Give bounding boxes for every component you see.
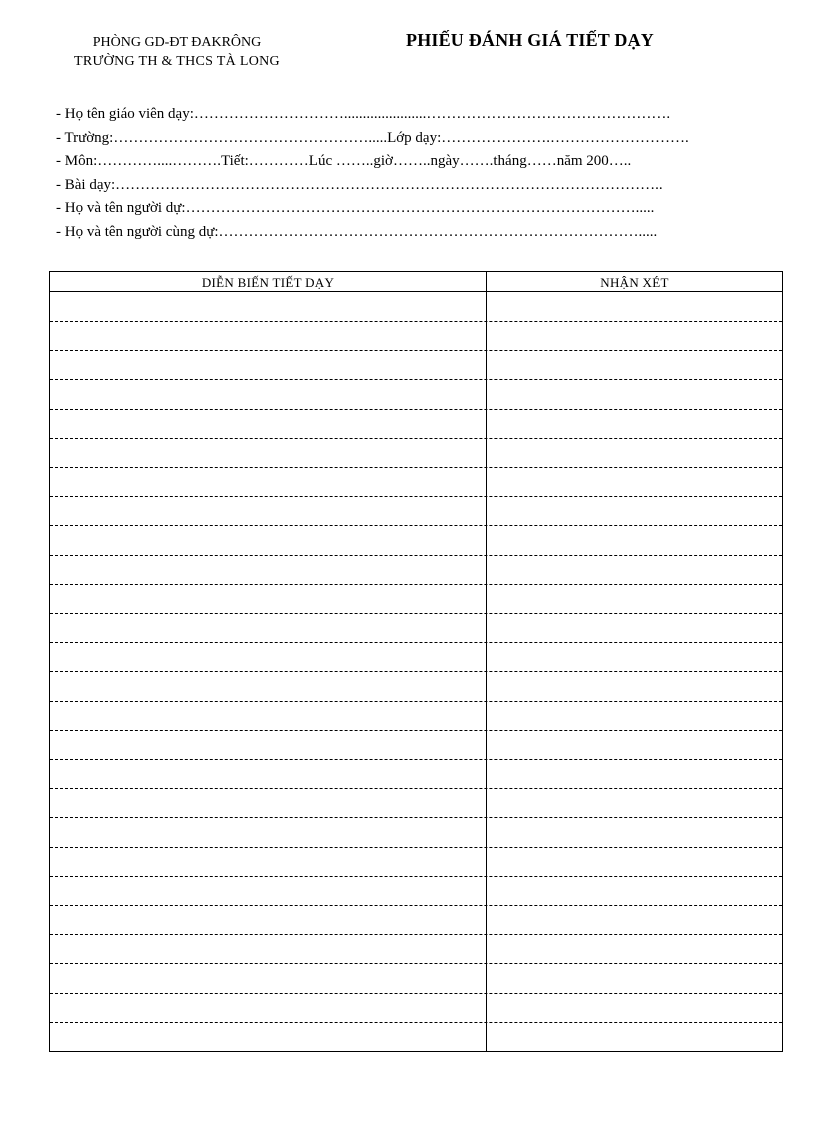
field-co-observer-name[interactable]: - Họ và tên người cùng dự:…………………………………………………………………………..... bbox=[56, 223, 658, 240]
department-name: PHÒNG GD-ĐT ĐAKRÔNG bbox=[92, 35, 262, 50]
writing-line bbox=[50, 963, 782, 964]
field-school-class[interactable]: - Trường:…………………………………………….....Lớp dạy:………………….………………………. bbox=[56, 129, 689, 146]
field-observer-name[interactable]: - Họ và tên người dự:………………………………………………………………………………..... bbox=[56, 200, 655, 216]
writing-line bbox=[50, 1022, 782, 1023]
writing-line bbox=[50, 847, 782, 848]
writing-line bbox=[50, 905, 782, 906]
writing-line bbox=[50, 555, 782, 556]
info-fields bbox=[56, 103, 776, 244]
writing-line bbox=[50, 321, 782, 322]
writing-line bbox=[50, 934, 782, 935]
writing-line bbox=[50, 467, 782, 468]
evaluation-table bbox=[49, 271, 783, 1052]
field-subject-time[interactable]: - Môn:…………....……….Tiết:…………Lúc ……..giờ……..ngày…….tháng……năm 200….. bbox=[56, 153, 632, 169]
page-title: PHIẾU ĐÁNH GIÁ TIẾT DẠY bbox=[406, 30, 654, 50]
writing-line bbox=[50, 613, 782, 614]
writing-line bbox=[50, 584, 782, 585]
field-teacher-name[interactable]: - Họ tên giáo viên dạy:…………………………......................…………………………………………. bbox=[56, 106, 671, 122]
writing-line bbox=[50, 876, 782, 877]
table-header-row bbox=[50, 272, 782, 292]
writing-line bbox=[50, 379, 782, 380]
writing-line bbox=[50, 496, 782, 497]
writing-line bbox=[50, 409, 782, 410]
writing-line bbox=[50, 759, 782, 760]
field-lesson[interactable]: - Bài dạy:……………………………………………………………………………………………….. bbox=[56, 176, 663, 193]
writing-line bbox=[50, 817, 782, 818]
writing-line bbox=[50, 1051, 782, 1052]
column-header-lesson-progress: DIỄN BIẾN TIẾT DẠY bbox=[201, 275, 335, 290]
writing-line bbox=[50, 701, 782, 702]
writing-line bbox=[50, 438, 782, 439]
school-name: TRƯỜNG TH & THCS TÀ LONG bbox=[74, 54, 280, 69]
writing-line bbox=[50, 350, 782, 351]
header-left bbox=[52, 33, 302, 71]
writing-line bbox=[50, 525, 782, 526]
writing-line bbox=[50, 671, 782, 672]
writing-line bbox=[50, 730, 782, 731]
column-header-comments: NHẬN XÉT bbox=[600, 275, 669, 290]
writing-line bbox=[50, 993, 782, 994]
writing-line bbox=[50, 642, 782, 643]
writing-line bbox=[50, 788, 782, 789]
